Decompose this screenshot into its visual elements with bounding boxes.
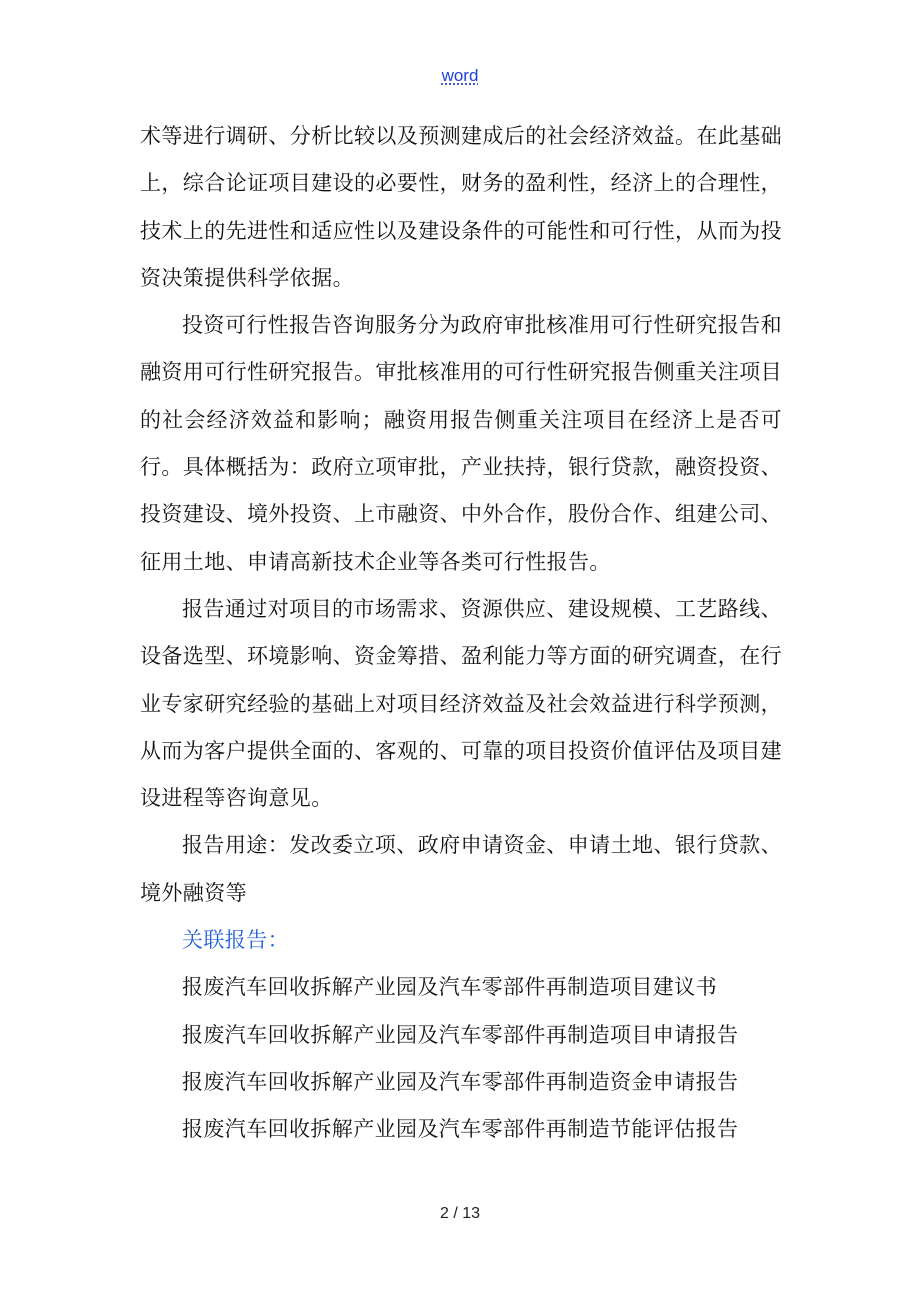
header-word-link[interactable]: word [441,66,479,85]
paragraph-service-types: 投资可行性报告咨询服务分为政府审批核准用可行性研究报告和融资用可行性研究报告。审批核准用的可行性研究报告侧重关注项目的社会经济效益和影响；融资用报告侧重关注项目在经济上是否可行。具体概括为：政府立项审批，产业扶持，银行贷款，融资投资、投资建设、境外投资、上市融资、中外合作，股份合作、组建公司、征用土地、申请高新技术企业等各类可行性报告。 [140,313,782,574]
paragraph-report-content: 报告通过对项目的市场需求、资源供应、建设规模、工艺路线、设备选型、环境影响、资金筹措、盈利能力等方面的研究调查，在行业专家研究经验的基础上对项目经济效益及社会效益进行科学预测，从而为客户提供全面的、客观的、可靠的项目投资价值评估及项目建设进程等咨询意见。 [140,596,782,811]
page-number: 2 / 13 [439,1205,481,1222]
related-report-item[interactable]: 报废汽车回收拆解产业园及汽车零部件再制造节能评估报告 [182,1117,739,1142]
related-report-item[interactable]: 报废汽车回收拆解产业园及汽车零部件再制造资金申请报告 [182,1069,739,1094]
paragraph-continuation: 术等进行调研、分析比较以及预测建成后的社会经济效益。在此基础上，综合论证项目建设的必要性，财务的盈利性，经济上的合理性，技术上的先进性和适应性以及建设条件的可能性和可行性，从而为投资决策提供科学依据。 [140,124,782,290]
page-header [0,66,920,86]
related-report-item[interactable]: 报废汽车回收拆解产业园及汽车零部件再制造项目申请报告 [182,1022,739,1047]
related-report-item[interactable]: 报废汽车回收拆解产业园及汽车零部件再制造项目建议书 [182,975,717,1000]
paragraph-report-usage: 报告用途：发改委立项、政府申请资金、申请土地、银行贷款、境外融资等 [140,833,782,905]
document-body [140,113,782,1154]
related-reports-title: 关联报告： [182,928,289,953]
